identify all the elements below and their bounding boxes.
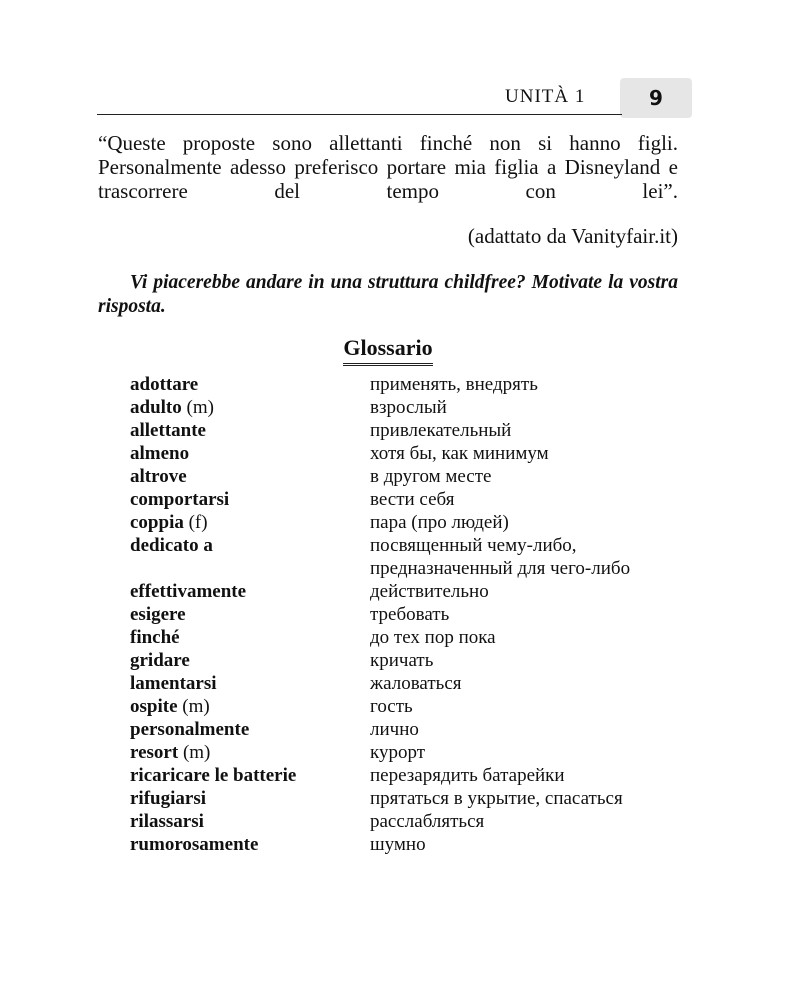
- glossary-term-gender: (m): [178, 742, 211, 763]
- glossary-translation: привлекательный: [370, 420, 512, 441]
- glossary-term: [130, 741, 370, 764]
- glossary-entry: [130, 534, 690, 580]
- glossary-term: [130, 833, 370, 856]
- glossary-term-word: allettante: [130, 420, 206, 441]
- glossary-entry: [130, 442, 690, 465]
- glossary-translation: прятаться в укрытие, спасаться: [370, 788, 623, 809]
- glossary-term-gender: (m): [177, 696, 210, 717]
- glossary-translation: в другом месте: [370, 466, 492, 487]
- glossary-term: [130, 465, 370, 488]
- glossary-entry: [130, 488, 690, 511]
- glossary-term-gender: (m): [181, 397, 214, 418]
- glossary-term-word: personalmente: [130, 719, 250, 740]
- glossary-term: [130, 396, 370, 419]
- source-citation: (adattato da Vanityfair.it): [467, 224, 678, 248]
- glossary-entry: [130, 810, 690, 833]
- glossary-term-gender: (f): [183, 512, 208, 533]
- glossary-term-word: ricaricare le batterie: [130, 765, 297, 786]
- glossary-translation: взрослый: [370, 397, 447, 418]
- glossary-term-word: almeno: [130, 443, 190, 464]
- glossary-term-word: rumorosamente: [130, 834, 259, 855]
- glossary-term-word: lamentarsi: [130, 673, 217, 694]
- glossary-term: [130, 488, 370, 511]
- glossary-term: [130, 442, 370, 465]
- glossary-entry: [130, 672, 690, 695]
- glossary-term: [130, 787, 370, 810]
- glossary-term-word: dedicato a: [130, 535, 213, 556]
- glossary-term-word: rilassarsi: [130, 811, 204, 832]
- glossary-term-word: adottare: [130, 374, 199, 395]
- glossary-term-word: effettivamente: [130, 581, 247, 602]
- glossary-term: [130, 649, 370, 672]
- glossary-term-word: altrove: [130, 466, 187, 487]
- glossary-translation: лично: [370, 719, 419, 740]
- glossary-translation: жаловаться: [370, 673, 462, 694]
- glossary-entry: [130, 419, 690, 442]
- glossary-translation: вести себя: [370, 489, 455, 510]
- glossary-entry: [130, 580, 690, 603]
- glossary-translation: пара (про людей): [370, 512, 509, 533]
- glossary-term-word: rifugiarsi: [130, 788, 206, 809]
- glossary-translation: расслабляться: [370, 811, 485, 832]
- glossary-translation: перезарядить батарейки: [370, 765, 565, 786]
- glossary-term-word: ospite: [130, 696, 178, 717]
- glossary-entry: [130, 741, 690, 764]
- glossary-term-word: esigere: [130, 604, 186, 625]
- glossary-term: [130, 511, 370, 534]
- glossary-entry: [130, 465, 690, 488]
- glossary-title: [0, 335, 776, 366]
- glossary-translation: требовать: [370, 604, 450, 625]
- glossary-term: [130, 419, 370, 442]
- glossary-translation: применять, внедрять: [370, 374, 538, 395]
- glossary-entry: [130, 649, 690, 672]
- glossary-term: [130, 764, 370, 787]
- glossary-entry: [130, 626, 690, 649]
- glossary-translation: до тех пор пока: [370, 627, 496, 648]
- glossary-list: [130, 373, 690, 856]
- glossary-translation: посвященный чему-либо, предназначенный для чего-либо: [370, 535, 631, 579]
- glossary-term: [130, 626, 370, 649]
- glossary-term-word: comportarsi: [130, 489, 230, 510]
- page-number: 9: [620, 78, 692, 118]
- glossary-entry: [130, 764, 690, 787]
- glossary-entry: [130, 718, 690, 741]
- glossary-term: [130, 810, 370, 833]
- glossary-translation: хотя бы, как минимум: [370, 443, 549, 464]
- glossary-entry: [130, 396, 690, 419]
- glossary-term-word: coppia: [130, 512, 184, 533]
- glossary-term: [130, 373, 370, 396]
- discussion-question: Vi piacerebbe andare in una struttura childfree? Motivate la vostra risposta.: [98, 272, 678, 317]
- glossary-term: [130, 603, 370, 626]
- glossary-entry: [130, 511, 690, 534]
- glossary-term-word: resort: [130, 742, 179, 763]
- glossary-term: [130, 534, 370, 580]
- quote-paragraph: “Queste proposte sono allettanti finché non si hanno figli. Personalmente adesso preferisco portare mia figlia a Disneyland e trascorrere del tempo con lei”.: [98, 131, 678, 203]
- unit-heading: UNITÀ 1: [505, 86, 586, 107]
- glossary-entry: [130, 787, 690, 810]
- glossary-term: [130, 672, 370, 695]
- glossary-term-word: gridare: [130, 650, 190, 671]
- glossary-entry: [130, 373, 690, 396]
- header-divider: [97, 114, 622, 115]
- glossary-translation: действительно: [370, 581, 489, 602]
- glossary-entry: [130, 603, 690, 626]
- glossary-term-word: finché: [130, 627, 180, 648]
- glossary-translation: гость: [370, 696, 413, 717]
- glossary-title-text: Glossario: [343, 335, 432, 366]
- glossary-term: [130, 580, 370, 603]
- glossary-term: [130, 718, 370, 741]
- glossary-term: [130, 695, 370, 718]
- glossary-translation: курорт: [370, 742, 426, 763]
- glossary-term-word: adulto: [130, 397, 182, 418]
- glossary-translation: кричать: [370, 650, 434, 671]
- glossary-translation: шумно: [370, 834, 426, 855]
- glossary-entry: [130, 833, 690, 856]
- glossary-entry: [130, 695, 690, 718]
